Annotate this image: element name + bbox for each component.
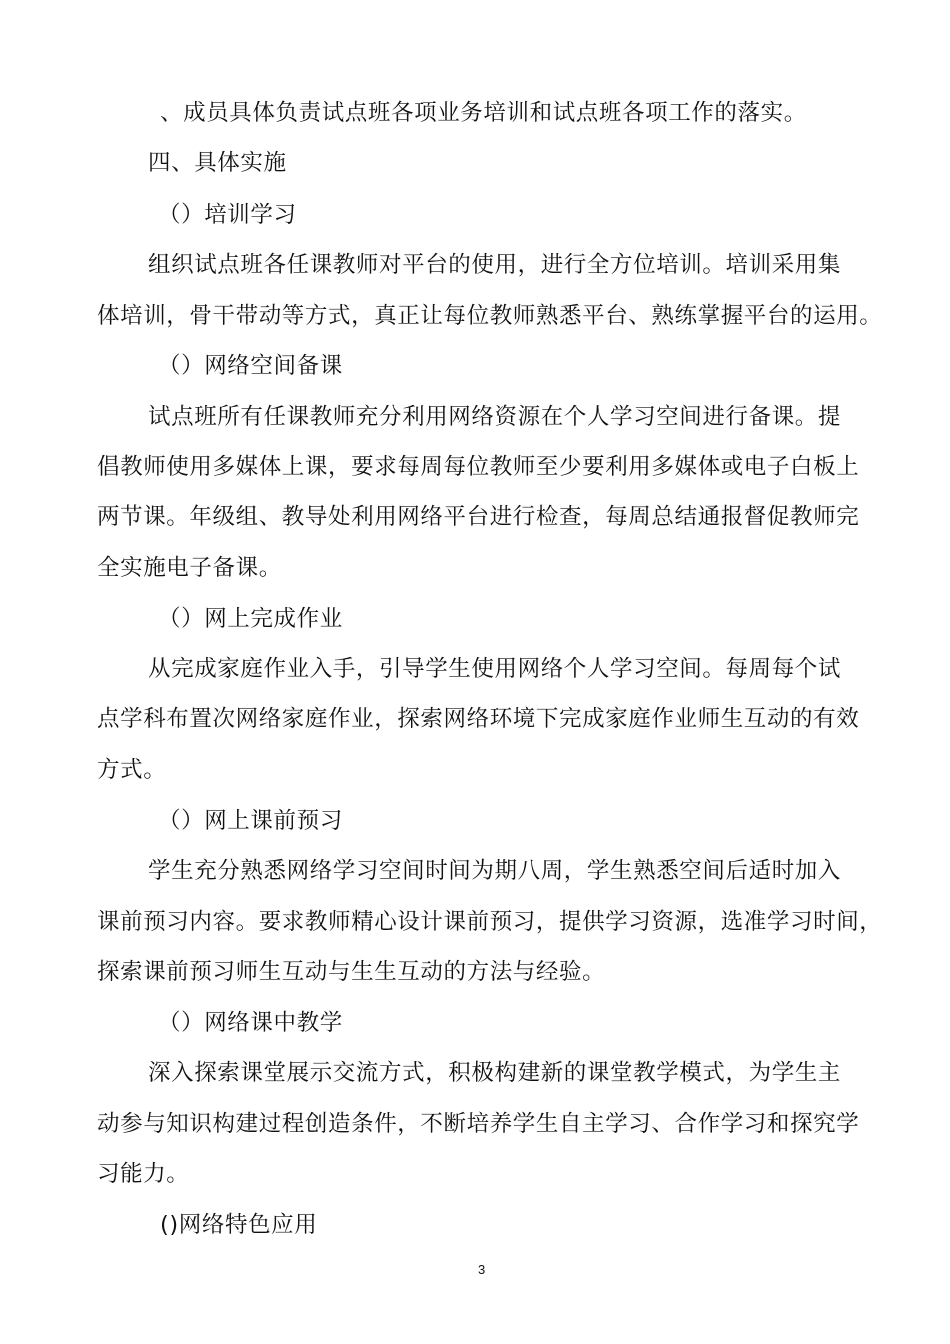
subsection-heading: （）网络课中教学 <box>158 1010 343 1036</box>
page-number: 3 <box>478 1262 486 1277</box>
body-text-line: 习能力。 <box>97 1161 190 1187</box>
body-text-line: 试点班所有任课教师充分利用网络资源在个人学习空间进行备课。提 <box>148 404 842 430</box>
body-text-line: 方式。 <box>97 757 167 783</box>
body-text-line: 动参与知识构建过程创造条件，不断培养学生自主学习、合作学习和探究学 <box>97 1111 860 1137</box>
body-text-line: 从完成家庭作业入手，引导学生使用网络个人学习空间。每周每个试 <box>148 656 842 682</box>
section-heading: 四、具体实施 <box>148 150 287 176</box>
body-text-line: 深入探索课堂展示交流方式，积极构建新的课堂教学模式，为学生主 <box>148 1060 842 1086</box>
body-text-line: 倡教师使用多媒体上课，要求每周每位教师至少要利用多媒体或电子白板上 <box>97 454 860 480</box>
body-text-line: 点学科布置次网络家庭作业，探索网络环境下完成家庭作业师生互动的有效 <box>97 706 860 732</box>
body-text-line: 全实施电子备课。 <box>97 555 282 581</box>
subsection-heading: （）培训学习 <box>158 202 297 228</box>
subsection-heading: （）网上完成作业 <box>158 606 343 632</box>
body-text-line: 两节课。年级组、教导处利用网络平台进行检查，每周总结通报督促教师完 <box>97 504 860 530</box>
body-text-line: 学生充分熟悉网络学习空间时间为期八周，学生熟悉空间后适时加入 <box>148 858 842 884</box>
body-text-line: 组织试点班各任课教师对平台的使用，进行全方位培训。培训采用集 <box>148 252 842 278</box>
subsection-heading: ()网络特色应用 <box>160 1212 318 1238</box>
body-text-line: 体培训，骨干带动等方式，真正让每位教师熟悉平台、熟练掌握平台的运用。 <box>97 303 883 329</box>
subsection-heading: （）网上课前预习 <box>158 808 343 834</box>
body-text-line: 探索课前预习师生互动与生生互动的方法与经验。 <box>97 959 606 985</box>
body-text-line: 、成员具体负责试点班各项业务培训和试点班各项工作的落实。 <box>160 100 807 126</box>
body-text-line: 课前预习内容。要求教师精心设计课前预习，提供学习资源，选准学习时间， <box>97 909 883 935</box>
subsection-heading: （）网络空间备课 <box>158 353 343 379</box>
